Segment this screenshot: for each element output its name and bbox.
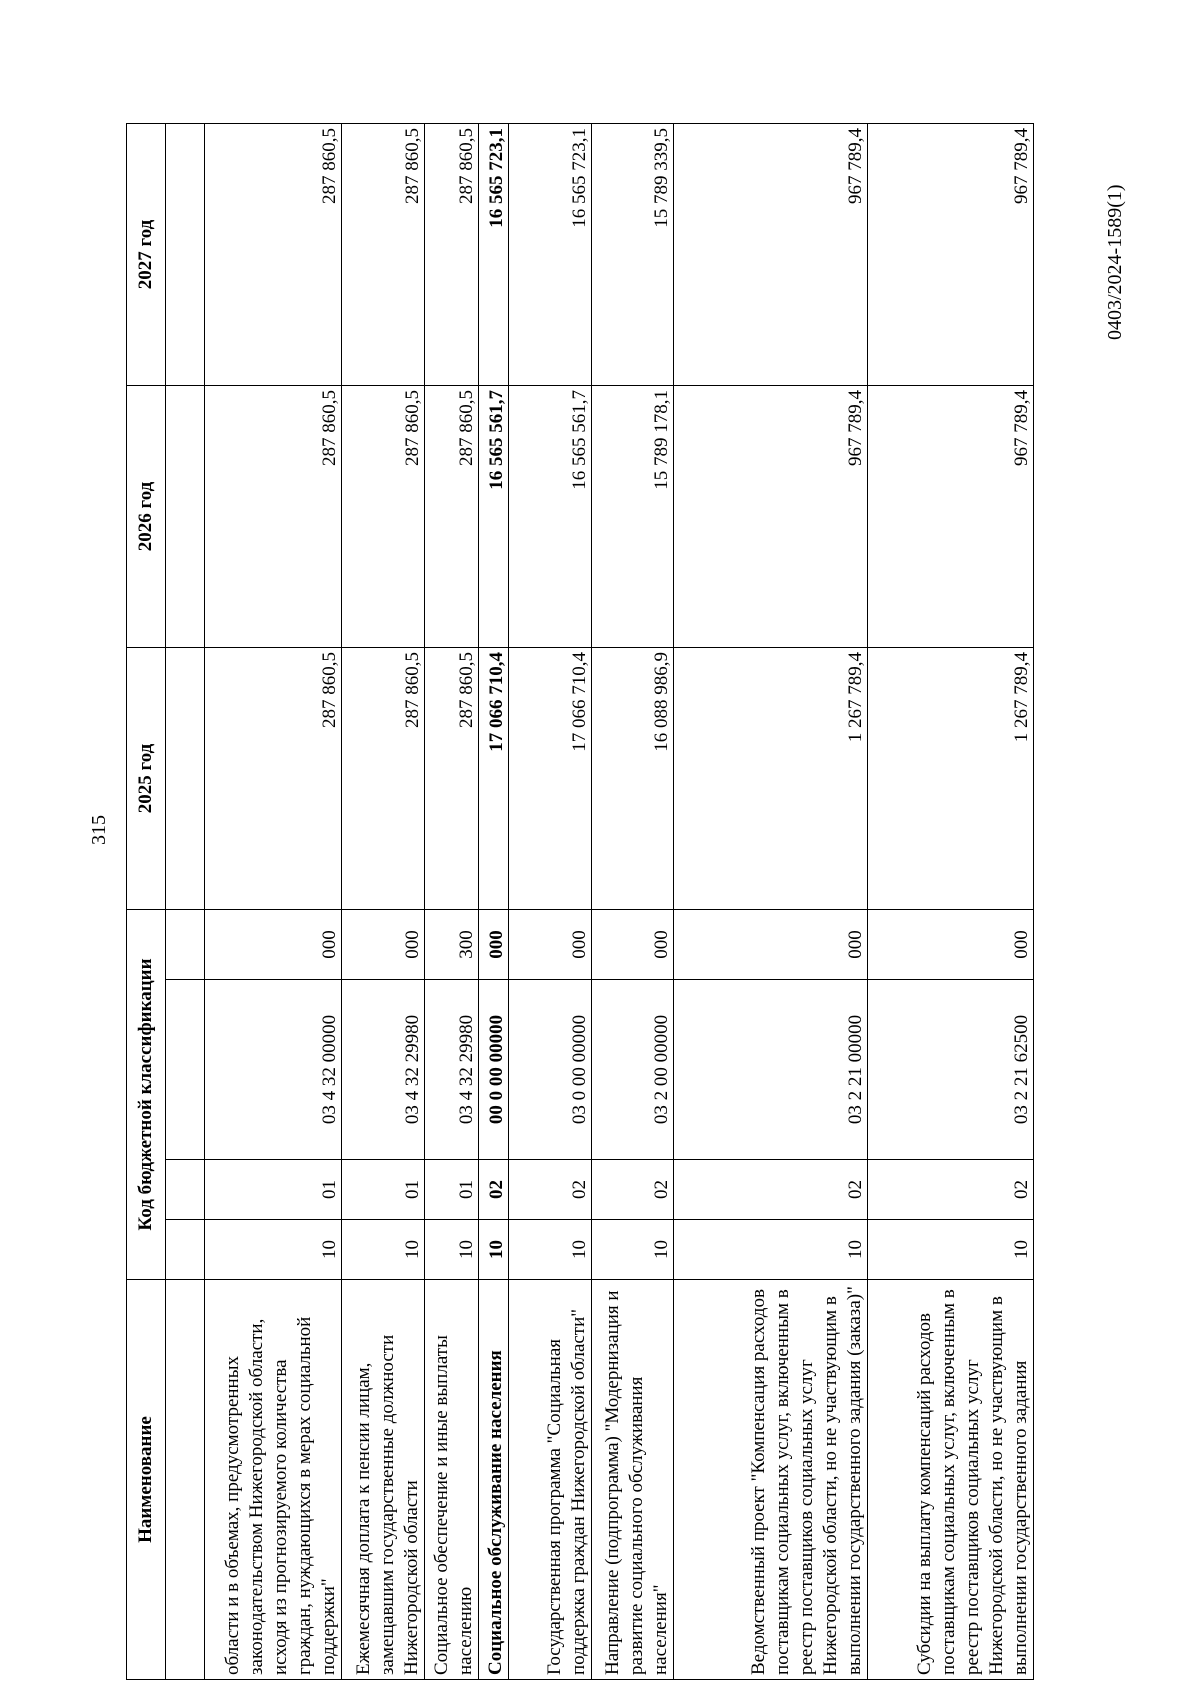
row-name: Социальное обслуживание населения: [479, 1280, 508, 1680]
header-code-group: Код бюджетной классификации: [127, 909, 166, 1279]
row-name: Направление (подпрограмма) "Модернизация и развитие социального обслуживания населения": [591, 1280, 674, 1680]
table-row: [205, 123, 342, 1679]
row-name: Субсидии на выплату компенсаций расходов поставщикам социальных услуг, включенным в реестр поставщиков социальных услуг Нижегородской области, но не участвующим в выполнении государственного задания: [868, 1280, 1034, 1680]
row-subsection: 02: [868, 1160, 1034, 1220]
row-expense-type: 000: [342, 909, 425, 979]
table-row: [868, 123, 1034, 1679]
table-row: [425, 123, 479, 1679]
row-subsection: 01: [205, 1160, 342, 1220]
row-2025: 16 088 986,9: [591, 647, 674, 909]
row-article: 03 0 00 00000: [508, 980, 591, 1160]
row-section: 10: [205, 1220, 342, 1280]
row-expense-type: 000: [868, 909, 1034, 979]
row-2025: 17 066 710,4: [508, 647, 591, 909]
row-section: 10: [591, 1220, 674, 1280]
row-name: Ежемесячная доплата к пенсии лицам, замещавшим государственные должности Нижегородской области: [342, 1280, 425, 1680]
row-expense-type: 000: [674, 909, 868, 979]
row-2026: 287 860,5: [342, 385, 425, 647]
header-row: [127, 123, 166, 1679]
row-subsection: 02: [479, 1160, 508, 1220]
header-2025: 2025 год: [127, 647, 166, 909]
row-2026: 16 565 561,7: [508, 385, 591, 647]
row-2025: 287 860,5: [425, 647, 479, 909]
row-2025: 1 267 789,4: [868, 647, 1034, 909]
row-expense-type: 000: [591, 909, 674, 979]
budget-table-container: [126, 124, 1034, 1680]
page-number: 315: [88, 815, 110, 845]
row-subsection: 02: [508, 1160, 591, 1220]
row-2027: 287 860,5: [342, 123, 425, 385]
header-subrow: [166, 123, 205, 1679]
row-expense-type: 000: [479, 909, 508, 979]
row-article: 03 4 32 29980: [425, 980, 479, 1160]
row-subsection: 01: [342, 1160, 425, 1220]
header-2027: 2027 год: [127, 123, 166, 385]
row-2025: 1 267 789,4: [674, 647, 868, 909]
row-article: 03 2 21 62500: [868, 980, 1034, 1160]
row-article: 03 4 32 00000: [205, 980, 342, 1160]
row-expense-type: 000: [205, 909, 342, 979]
row-2026: 967 789,4: [868, 385, 1034, 647]
row-2026: 287 860,5: [205, 385, 342, 647]
row-name: Государственная программа "Социальная поддержка граждан Нижегородской области": [508, 1280, 591, 1680]
row-article: 00 0 00 00000: [479, 980, 508, 1160]
budget-table: [126, 123, 1034, 1680]
header-name: Наименование: [127, 1280, 166, 1680]
row-name: Ведомственный проект "Компенсация расходов поставщикам социальных услуг, включенным в реестр поставщиков социальных услуг Нижегородской области, но не участвующим в выполнении государственного задания (заказа)": [674, 1280, 868, 1680]
table-row: [479, 123, 508, 1679]
row-name: области и в объемах, предусмотренных законодательством Нижегородской области, исходя из прогнозируемого количества граждан, нуждающихся в мерах социальной поддержки": [205, 1280, 342, 1680]
row-2027: 967 789,4: [674, 123, 868, 385]
row-2027: 287 860,5: [205, 123, 342, 385]
row-section: 10: [508, 1220, 591, 1280]
row-section: 10: [342, 1220, 425, 1280]
row-2027: 16 565 723,1: [479, 123, 508, 385]
document-code: 0403/2024-1589(1): [1104, 184, 1126, 340]
row-2026: 16 565 561,7: [479, 385, 508, 647]
row-section: 10: [674, 1220, 868, 1280]
row-section: 10: [425, 1220, 479, 1280]
row-2027: 15 789 339,5: [591, 123, 674, 385]
header-2026: 2026 год: [127, 385, 166, 647]
row-2026: 287 860,5: [425, 385, 479, 647]
row-2025: 287 860,5: [342, 647, 425, 909]
row-subsection: 01: [425, 1160, 479, 1220]
row-expense-type: 000: [508, 909, 591, 979]
table-row: [591, 123, 674, 1679]
row-2026: 15 789 178,1: [591, 385, 674, 647]
row-2025: 17 066 710,4: [479, 647, 508, 909]
row-article: 03 2 00 00000: [591, 980, 674, 1160]
row-subsection: 02: [591, 1160, 674, 1220]
row-subsection: 02: [674, 1160, 868, 1220]
row-section: 10: [479, 1220, 508, 1280]
table-row: [508, 123, 591, 1679]
row-section: 10: [868, 1220, 1034, 1280]
row-article: 03 4 32 29980: [342, 980, 425, 1160]
table-row: [342, 123, 425, 1679]
row-2027: 16 565 723,1: [508, 123, 591, 385]
row-2026: 967 789,4: [674, 385, 868, 647]
row-2027: 967 789,4: [868, 123, 1034, 385]
row-article: 03 2 21 00000: [674, 980, 868, 1160]
row-expense-type: 300: [425, 909, 479, 979]
row-name: Социальное обеспечение и иные выплаты населению: [425, 1280, 479, 1680]
table-row: [674, 123, 868, 1679]
row-2025: 287 860,5: [205, 647, 342, 909]
row-2027: 287 860,5: [425, 123, 479, 385]
